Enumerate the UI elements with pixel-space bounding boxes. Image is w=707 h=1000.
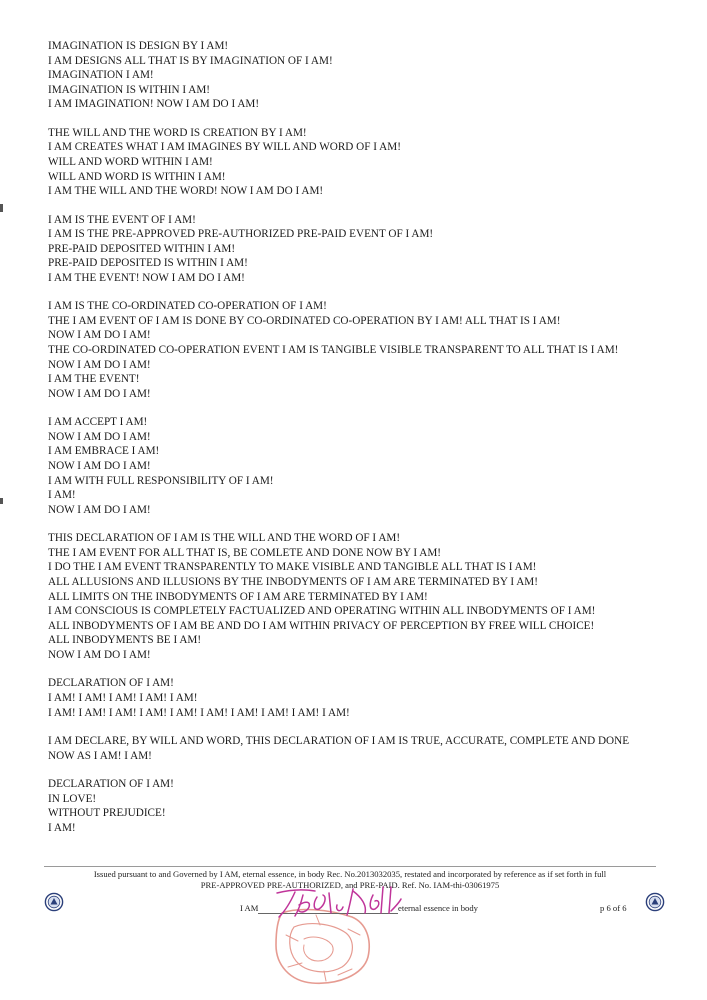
- text-line: NOW I AM DO I AM!: [48, 648, 151, 661]
- text-line: I DO THE I AM EVENT TRANSPARENTLY TO MAKE VISIBLE AND TANGIBLE ALL THAT IS I AM!: [48, 561, 537, 574]
- text-line: I AM! I AM! I AM! I AM! I AM!: [48, 691, 198, 704]
- footer-line-1: Issued pursuant to and Governed by I AM, eternal essence, in body Rec. No.2013032035, restated and incorporated by reference as if set forth in full: [93, 869, 607, 879]
- text-line: ALL INBODYMENTS OF I AM BE AND DO I AM WITHIN PRIVACY OF PERCEPTION BY FREE WILL CHOICE!: [48, 619, 595, 632]
- seal-icon: [645, 892, 665, 912]
- paragraph: [48, 676, 688, 720]
- footer-rule: [44, 866, 656, 867]
- paragraph: [48, 777, 688, 835]
- text-line: I AM THE WILL AND THE WORD! NOW I AM DO I AM!: [48, 185, 324, 198]
- footer-line-2: PRE-APPROVED PRE-AUTHORIZED, and PRE-PAID. Ref. No. IAM-thi-03061975: [200, 880, 500, 890]
- text-line: PRE-PAID DEPOSITED IS WITHIN I AM!: [48, 257, 248, 270]
- text-line: I AM!: [48, 489, 76, 502]
- text-line: THE I AM EVENT FOR ALL THAT IS, BE COMLETE AND DONE NOW BY I AM!: [48, 546, 442, 559]
- paragraph: [48, 126, 688, 199]
- text-line: THE CO-ORDINATED CO-OPERATION EVENT I AM IS TANGIBLE VISIBLE TRANSPARENT TO ALL THAT IS I AM!: [48, 344, 619, 357]
- text-line: WILL AND WORD WITHIN I AM!: [48, 155, 213, 168]
- text-line: NOW I AM DO I AM!: [48, 387, 151, 400]
- text-line: I AM IMAGINATION! NOW I AM DO I AM!: [48, 98, 260, 111]
- scan-edge-mark: [0, 204, 3, 212]
- text-line: WILL AND WORD IS WITHIN I AM!: [48, 170, 226, 183]
- text-line: PRE-PAID DEPOSITED WITHIN I AM!: [48, 242, 236, 255]
- paragraph: [48, 213, 688, 286]
- text-line: I AM DESIGNS ALL THAT IS BY IMAGINATION OF I AM!: [48, 54, 333, 67]
- text-line: ALL INBODYMENTS BE I AM!: [48, 634, 202, 647]
- text-line: I AM CONSCIOUS IS COMPLETELY FACTUALIZED AND OPERATING WITHIN ALL INBODYMENTS OF I AM!: [48, 605, 596, 618]
- text-line: WITHOUT PREJUDICE!: [48, 807, 166, 820]
- text-line: ALL ALLUSIONS AND ILLUSIONS BY THE INBODYMENTS OF I AM ARE TERMINATED BY I AM!: [48, 575, 538, 588]
- text-line: DECLARATION OF I AM!: [48, 777, 174, 790]
- paragraph: [48, 299, 688, 401]
- page-number: p 6 of 6: [600, 903, 627, 913]
- text-line: NOW I AM DO I AM!: [48, 329, 151, 342]
- text-line: I AM CREATES WHAT I AM IMAGINES BY WILL AND WORD OF I AM!: [48, 141, 401, 154]
- text-line: I AM IS THE EVENT OF I AM!: [48, 213, 196, 226]
- text-line: NOW I AM DO I AM!: [48, 460, 151, 473]
- signature-label-i-am: I AM: [240, 903, 259, 913]
- text-line: IMAGINATION I AM!: [48, 69, 154, 82]
- seal-icon: [44, 892, 64, 912]
- declaration-body: [48, 39, 688, 849]
- text-line: NOW AS I AM! I AM!: [48, 749, 152, 762]
- paragraph: [48, 734, 688, 763]
- text-line: NOW I AM DO I AM!: [48, 430, 151, 443]
- text-line: I AM! I AM! I AM! I AM! I AM! I AM! I AM! I AM! I AM! I AM!: [48, 706, 350, 719]
- text-line: ALL LIMITS ON THE INBODYMENTS OF I AM ARE TERMINATED BY I AM!: [48, 590, 428, 603]
- signature-label-essence: eternal essence in body: [398, 903, 478, 913]
- text-line: THE I AM EVENT OF I AM IS DONE BY CO-ORDINATED CO-OPERATION BY I AM! ALL THAT IS I AM!: [48, 314, 561, 327]
- text-line: THIS DECLARATION OF I AM IS THE WILL AND THE WORD OF I AM!: [48, 532, 401, 545]
- text-line: I AM IS THE CO-ORDINATED CO-OPERATION OF I AM!: [48, 300, 327, 313]
- text-line: I AM ACCEPT I AM!: [48, 416, 148, 429]
- scan-edge-mark: [0, 498, 3, 504]
- text-line: I AM!: [48, 821, 76, 834]
- text-line: NOW I AM DO I AM!: [48, 358, 151, 371]
- text-line: I AM IS THE PRE-APPROVED PRE-AUTHORIZED PRE-PAID EVENT OF I AM!: [48, 228, 434, 241]
- text-line: DECLARATION OF I AM!: [48, 677, 174, 690]
- text-line: I AM WITH FULL RESPONSIBILITY OF I AM!: [48, 474, 274, 487]
- paragraph: [48, 531, 688, 662]
- text-line: I AM THE EVENT! NOW I AM DO I AM!: [48, 271, 245, 284]
- text-line: IN LOVE!: [48, 792, 97, 805]
- text-line: THE WILL AND THE WORD IS CREATION BY I AM!: [48, 126, 307, 139]
- text-line: NOW I AM DO I AM!: [48, 503, 151, 516]
- text-line: I AM DECLARE, BY WILL AND WORD, THIS DECLARATION OF I AM IS TRUE, ACCURATE, COMPLETE AND DONE: [48, 734, 630, 747]
- text-line: IMAGINATION IS DESIGN BY I AM!: [48, 40, 229, 52]
- handwritten-signature: [255, 883, 405, 923]
- paragraph: [48, 415, 688, 517]
- paragraph: [48, 39, 688, 112]
- text-line: IMAGINATION IS WITHIN I AM!: [48, 83, 210, 96]
- text-line: I AM EMBRACE I AM!: [48, 445, 160, 458]
- text-line: I AM THE EVENT!: [48, 373, 140, 386]
